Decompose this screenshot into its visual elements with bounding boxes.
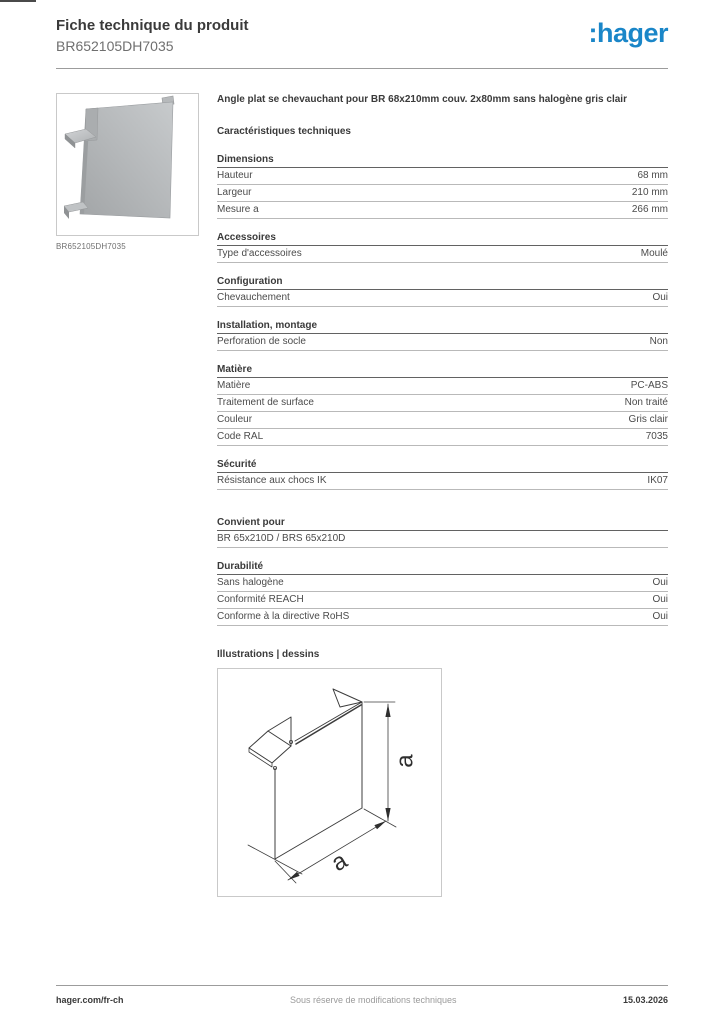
spec-row — [217, 473, 668, 490]
footer-url: hager.com/fr-ch — [56, 995, 124, 1005]
spec-section-title: Convient pour — [217, 517, 668, 531]
spec-row — [217, 290, 668, 307]
page-footer — [56, 985, 668, 1005]
spec-label: Mesure a — [217, 203, 259, 215]
spec-value — [658, 533, 668, 544]
spec-value: Oui — [652, 610, 668, 622]
spec-row — [217, 592, 668, 609]
spec-section — [217, 154, 668, 219]
spec-value: 210 mm — [631, 186, 668, 198]
spec-section — [217, 561, 668, 626]
spec-label: Perforation de socle — [217, 335, 306, 347]
spec-value: Oui — [652, 291, 668, 303]
spec-section-title: Accessoires — [217, 232, 668, 246]
spec-label: Matière — [217, 379, 251, 391]
spec-value: Oui — [652, 593, 668, 605]
spec-section — [217, 517, 668, 548]
product-reference: BR652105DH7035 — [56, 37, 174, 54]
footer-date: 15.03.2026 — [622, 995, 668, 1005]
spec-section-title: Durabilité — [217, 561, 668, 575]
footer-disclaimer: Sous réserve de modifications techniques — [289, 995, 457, 1005]
spec-row — [217, 412, 668, 429]
spec-section — [217, 364, 668, 446]
spec-section — [217, 459, 668, 490]
dimension-label-a-horizontal: a — [326, 846, 353, 877]
spec-row — [217, 609, 668, 626]
spec-label: Chevauchement — [217, 291, 290, 303]
spec-value: 68 mm — [637, 169, 668, 181]
spec-label: Largeur — [217, 186, 252, 198]
spec-row — [217, 531, 668, 548]
spec-row — [217, 395, 668, 412]
spec-section-title: Configuration — [217, 276, 668, 290]
spec-column — [217, 93, 668, 897]
spec-row — [217, 334, 668, 351]
spec-row — [217, 575, 668, 592]
spec-label: Sans halogène — [217, 576, 284, 588]
spec-value: 7035 — [645, 430, 668, 442]
spec-label: Conformité REACH — [217, 593, 304, 605]
spec-label: Traitement de surface — [217, 396, 314, 408]
spec-section — [217, 276, 668, 307]
spec-section-title: Sécurité — [217, 459, 668, 473]
spec-value: 266 mm — [631, 203, 668, 215]
spec-row — [217, 185, 668, 202]
spec-section — [217, 320, 668, 351]
product-description: Angle plat se chevauchant pour BR 68x210mm couv. 2x80mm sans halogène gris clair — [217, 93, 627, 105]
spec-label: Code RAL — [217, 430, 264, 442]
spec-section-title: Installation, montage — [217, 320, 668, 334]
spec-value: Non traité — [624, 396, 668, 408]
spec-row — [217, 246, 668, 263]
spec-row — [217, 429, 668, 446]
page-header — [56, 0, 668, 54]
spec-row — [217, 378, 668, 395]
spec-label: BR 65x210D / BRS 65x210D — [217, 532, 346, 544]
product-photo-image — [57, 94, 198, 235]
characteristics-title: Caractéristiques techniques — [217, 125, 351, 137]
content — [56, 93, 668, 897]
dimension-label-a-vertical: a — [391, 754, 419, 768]
spec-value: Gris clair — [628, 413, 668, 425]
product-photo-caption: BR652105DH7035 — [56, 241, 126, 251]
spec-row — [217, 202, 668, 219]
header-title-block — [56, 17, 249, 54]
spec-section-title: Dimensions — [217, 154, 668, 168]
spec-label: Résistance aux chocs IK — [217, 474, 327, 486]
technical-drawing — [217, 668, 442, 897]
scan-artifact — [0, 0, 36, 2]
spec-value: IK07 — [647, 474, 668, 486]
technical-drawing-image — [218, 669, 441, 896]
spec-value: Oui — [652, 576, 668, 588]
spec-section-title: Matière — [217, 364, 668, 378]
spec-label: Hauteur — [217, 169, 253, 181]
spec-row — [217, 168, 668, 185]
header-divider — [56, 68, 668, 69]
hager-logo: :hager — [588, 18, 668, 48]
page-title: Fiche technique du produit — [56, 17, 249, 34]
spec-value: Moulé — [640, 247, 668, 259]
spec-value: Non — [649, 335, 668, 347]
spec-value: PC-ABS — [630, 379, 668, 391]
illustrations-title: Illustrations | dessins — [217, 648, 320, 660]
product-photo — [56, 93, 199, 236]
spec-label: Couleur — [217, 413, 253, 425]
spec-label: Type d'accessoires — [217, 247, 302, 259]
spec-label: Conforme à la directive RoHS — [217, 610, 350, 622]
spec-sections — [217, 154, 668, 626]
product-photo-column — [56, 93, 199, 897]
spec-section — [217, 232, 668, 263]
